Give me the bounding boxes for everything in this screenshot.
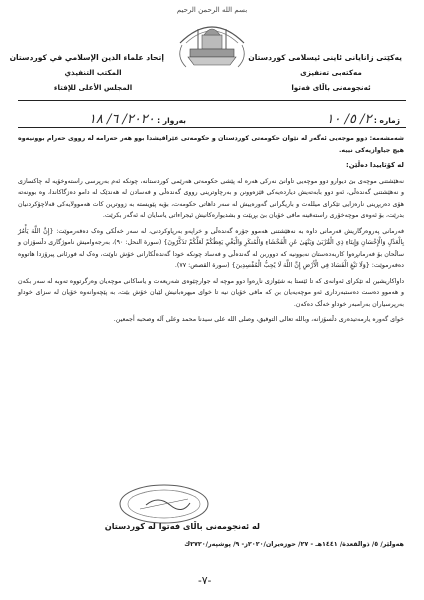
official-stamp <box>118 483 210 525</box>
reference-date <box>89 112 186 127</box>
paragraph-main: نەهێشتنی موچەی بێ دیوارو دوو موچەیی تاوانێ نەرکی هەرە لە پێشی حکومەتی هەرێمی کوردستانە، چونکە ئەم بەرپرسی راستەوخۆیە لە چاکسازی و نەهێشتنی گەندەڵی، ئەو دوو بابەتەیش دیاردەیەکی قێزەوونن و بەرچاوترینی رووی گەندەڵی و فەسادن لە هەندێک لە دامو دەزگاکاندا، وە بوونەتە هۆی دەربڕینی نارەزایی تێکرای میللەت و باریگرانی گەورەییش لە سەر داهاتی حکومەت، بۆیە پێویستە بە زووترین کات هەموولایەکی قەلاچۆکردنیان بدرێت، بۆ ئەوەی موچەخۆری راستەقینە مافی خۆیان بێ بڕیێت و بشدیوارەکانیش ئیجراءاتی یاسایان لە ئەگەر بکرێت. <box>18 177 404 219</box>
header-kurdish-org: یەکێتی زانایانی ئاینی ئیسلامی کوردستان <box>248 53 402 62</box>
paragraph-quran: فەرمانی پەروەرگاریش فەرمانی داوە بە نەهێشتنی هەموو جۆرە گەندەڵی و خراپەو بەرپاوکردنی، لە سەر خەڵکی وەک دەفەرموێت: {إِنَّ اللَّهَ يَأْمُرُ بِالْعَدْلِ وَالْإِحْسَانِ وَإِيتَاءِ ذِي الْقُرْبَىٰ وَيَنْهَىٰ عَنِ الْفَحْشَاءِ وَالْمُنكَرِ وَالْبَغْيِ يَعِظُكُمْ لَعَلَّكُمْ تَذَكَّرُونَ} (سورة النحل: ٩٠)، بەرجەوامیش ناموژگاری دڵسۆزان و ساڵحان بۆ فەرمانڕەوا کاربەدەستان نەبوونیە کە دووربن لە گەندەڵی و فەساد چونکە خودا گەندەڵکارانی خۆش ناوێت، وەک لە فورئانی پیرۆزدا هاتووە دەفەرموێت: {وَلَا تَبْغِ الْفَسَادَ فِي الْأَرْضِ إِنَّ اللَّهَ لَا يُحِبُّ الْمُفْسِدِينَ} (سورة القصص: ٧٧). <box>18 227 405 269</box>
reference-date-label: بەروار : <box>157 116 186 125</box>
reference-divider <box>18 127 406 128</box>
letter-body <box>18 133 404 330</box>
header-arabic-council: المجلس الأعلى للإفتاء <box>53 83 133 92</box>
header-kurdish-council: ئەنجومەنی باڵای فەتوا <box>291 83 371 92</box>
header-arabic-org: إتحاد علماء الدين الإسلامي في كوردستان <box>9 53 164 62</box>
signature-date-line: هەولێر/ ٥/ ذوالقعدة/ ١٤٤١هـ - ٢٧/ حوزەیران/٢٠٢٠ز- ٩/ پوشپەر/٢٧٢٠ك <box>184 540 404 548</box>
header-kurdish <box>248 50 402 95</box>
signature-organization: لە ئەنجومەنی باڵای فەتوا لە کوردستان <box>104 521 260 531</box>
reference-number-label: ژمارە : <box>373 116 400 125</box>
paragraph-intro: شەمشەمە: دوو موجەیی ئەگەر لە نێوان حکومەتی کوردستان و حکومەتی عێراقیشدا بوو هەر حەرامە لە رووی حەرام بوونیەوە هیچ جیاوازیەکی نییە. <box>18 135 404 154</box>
basmala: بسم الله الرحمن الرحيم <box>176 6 248 14</box>
reference-number-value: ٢/ ٥/ ١٠ <box>326 112 372 127</box>
reference-number <box>327 112 401 127</box>
page-number: -٧- <box>198 574 212 587</box>
union-emblem-logo <box>172 5 252 75</box>
header-divider <box>18 100 406 101</box>
paragraph-request: داواکاریشین لە تێکرای ئەوانەی کە تا ئێستا بە شێوازی ناڕەوا دوو موچە لە جوارچێوەی شەریعەت و یاساکانی موچەیان وەرگرتووە تەوبە لە سەر بکەن و هەموو دەست دەستبەرداری ئەو موچەیەیان بن کە مافی خۆیان نیە تا خوای میهرەبانیش لێیان خۆش بێت، بە پێچەوانەوە خۆیان لە سزای خوداو بەرپرسیاران بەرامبەر خوداو خەڵک دەکەن. <box>18 277 404 308</box>
reference-date-value: ٢٠٢٠/ ٦/ ١٨ <box>88 112 155 127</box>
header-arabic-office: المكتب التنفيذي <box>64 68 122 77</box>
paragraph-subheading: لە کۆتاییدا دەڵێن: <box>346 161 404 169</box>
header-arabic <box>9 50 164 95</box>
paragraph-closing: خوای گەورە یارمەتیدەری دڵسۆزانە، وباللە تعالى التوفيق، وصلى الله على سيدنا محمد وعلى آله وصحبه أجمعين. <box>113 316 404 323</box>
header-kurdish-office: مەکتەبی تەنفیزی <box>300 68 362 77</box>
